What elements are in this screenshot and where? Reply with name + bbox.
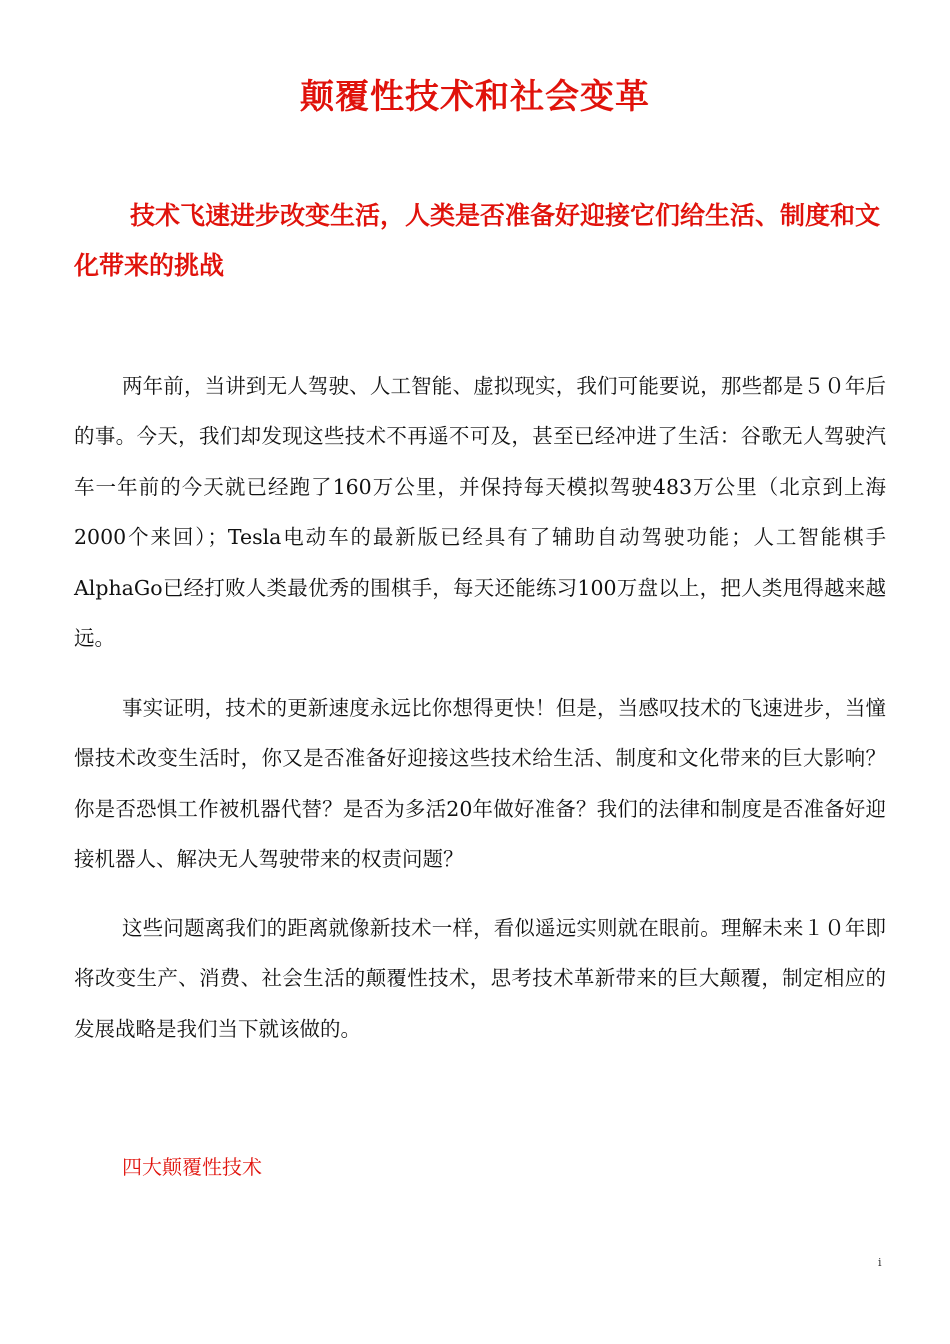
paragraph-3: 这些问题离我们的距离就像新技术一样，看似遥远实则就在眼前。理解未来１０年即将改变生产、消费、社会生活的颠覆性技术，思考技术革新带来的巨大颠覆，制定相应的发展战略是我们当下就该做的。	[74, 915, 886, 1041]
paragraph-1: 两年前，当讲到无人驾驶、人工智能、虚拟现实，我们可能要说，那些都是５０年后的事。今天，我们却发现这些技术不再遥不可及，甚至已经冲进了生活：谷歌无人驾驶汽车一年前的今天就已经跑了160万公里，并保持每天模拟驾驶483万公里（北京到上海2000个来回）；Tesla电动车的最新版已经具有了辅助自动驾驶功能；人工智能棋手AlphaGo已经打败人类最优秀的围棋手，每天还能练习100万盘以上，把人类甩得越来越远。	[74, 373, 886, 651]
page-title: 颠覆性技术和社会变革	[300, 77, 650, 117]
paragraph-2: 事实证明，技术的更新速度永远比你想得更快！但是，当感叹技术的飞速进步，当憧憬技术改变生活时，你又是否准备好迎接这些技术给生活、制度和文化带来的巨大影响？你是否恐惧工作被机器代替？是否为多活20年做好准备？我们的法律和制度是否准备好迎接机器人、解决无人驾驶带来的权责问题？	[74, 695, 886, 872]
section-heading: 四大颠覆性技术	[122, 1155, 262, 1179]
page-number: i	[878, 1256, 882, 1269]
page-subtitle: 技术飞速进步改变生活，人类是否准备好迎接它们给生活、制度和文化带来的挑战	[74, 201, 881, 280]
